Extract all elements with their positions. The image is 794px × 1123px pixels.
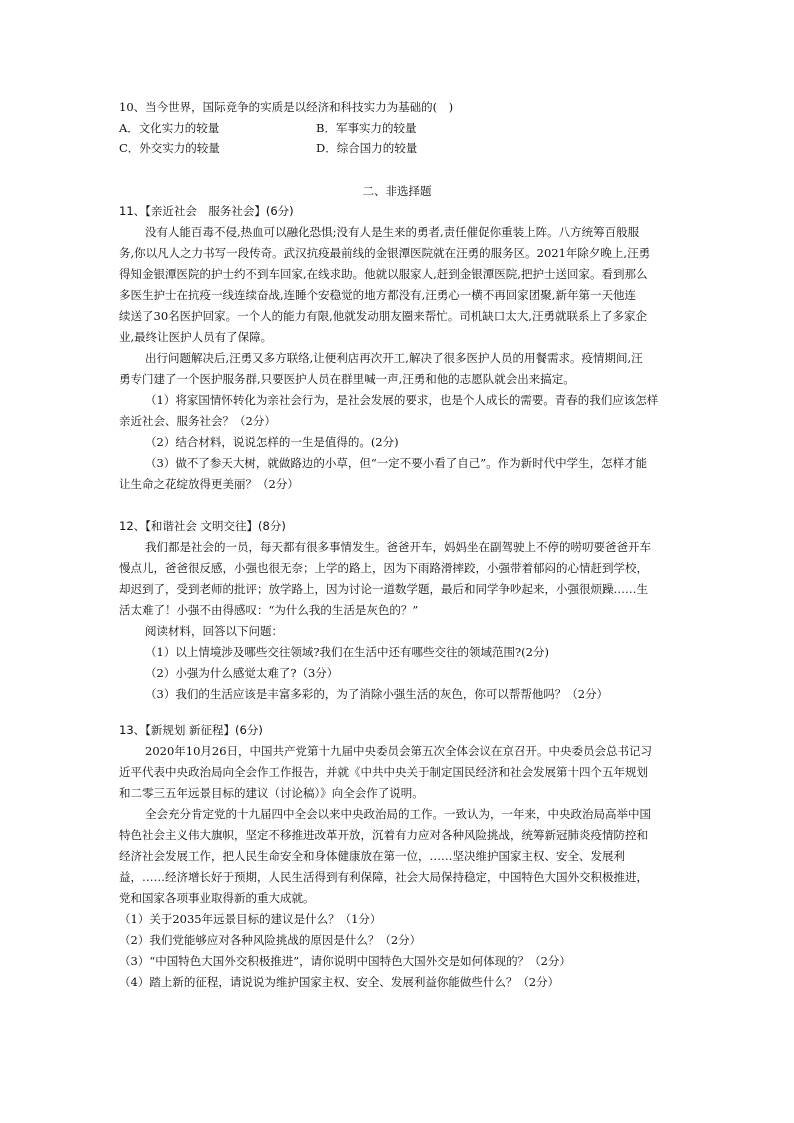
q11-title: 11、【亲近社会 服务社会】(6分): [119, 204, 294, 218]
q12-title: 12、【和谐社会 文明交往】(8分): [119, 519, 286, 533]
q13-subquestion: （2）我们党能够应对各种风险挑战的原因是什么？（2分）: [119, 933, 422, 947]
q12-subquestion: （2）小强为什么感觉太难了?（3分）: [145, 666, 339, 680]
q11-subquestion: 让生命之花绽放得更美丽？（2分）: [119, 477, 299, 491]
q12-line: 却迟到了，受到老师的批评；放学路上，因为讨论一道数学题，最后和同学争吵起来，小强很烦躁……生: [119, 582, 648, 596]
q10-stem: 10、当今世界，国际竞争的实质是以经济和科技实力为基础的( ): [119, 100, 454, 114]
q11-line: 出行问题解决后,汪勇又多方联络,让便利店再次开工,解决了很多医护人员的用餐需求。疫情期间,汪: [145, 351, 643, 365]
q11-line: 务,你以凡人之力书写一段传奇。武汉抗疫最前线的金银潭医院就在汪勇的服务区。2021年除夕晚上,汪勇: [119, 246, 651, 260]
q11-subquestion: 亲近社会、服务社会？（2分）: [119, 414, 276, 428]
q12-line: 阅读材料，回答以下问题：: [145, 624, 283, 638]
q13-line: 益，……经济增长好于预期，人民生活得到有利保障，社会大局保持稳定，中国特色大国外交积极推进，: [119, 870, 648, 884]
q10-option-a: A．文化实力的较量: [119, 121, 220, 135]
q12-subquestion: （1）以上情境涉及哪些交往领域?我们在生活中还有哪些交往的领域范围?(2分): [145, 645, 549, 659]
q13-title: 13、【新规划 新征程】(6分): [119, 723, 263, 737]
q13-subquestion: （4）踏上新的征程，请说说为维护国家主权、安全、发展利益你能做些什么？（2分）: [119, 975, 560, 989]
q11-line: 多医生护士在抗疫一线连续奋战,连睡个安稳觉的地方都没有,汪勇心一横不再回家团聚,新年第一天他连: [119, 288, 636, 302]
q13-line: 党和国家各项事业取得新的重大成就。: [119, 891, 315, 905]
section-title: 二、非选择题: [362, 184, 432, 198]
q13-line: 经济社会发展工作，把人民生命安全和身体健康放在第一位，……坚决维护国家主权、安全、发展利: [119, 849, 625, 863]
q11-line: 得知金银潭医院的护士约不到车回家,在线求助。他就以服家人,赶到金银潭医院,把护士送回家。看到那么: [119, 267, 648, 281]
q12-line: 慢点儿，爸爸很反感，小强也很无奈；上学的路上，因为下雨路滑摔跤，小强带着郁闷的心情赶到学校，: [119, 561, 648, 575]
q13-subquestion: （3）“中国特色大国外交积极推进”，请你说明中国特色大国外交是如何体现的？（2分）: [119, 954, 571, 968]
q13-line: 特色社会主义伟大旗帜，坚定不移推进改革开放，沉着有力应对各种风险挑战，统筹新冠肺炎疫情防控和: [119, 828, 648, 842]
q13-line: 近平代表中央政治局向全会作工作报告，并就《中共中央关于制定国民经济和社会发展第十四个五年规划: [119, 765, 648, 779]
q10-option-d: D．综合国力的较量: [316, 141, 418, 155]
q13-subquestion: （1）关于2035年远景目标的建议是什么？（1分）: [119, 912, 382, 926]
q13-line: 全会充分肯定党的十九届四中全会以来中央政治局的工作。一致认为，一年来，中央政治局高举中国: [145, 807, 651, 821]
q13-line: 和二零三五年远景目标的建议（讨论稿）》向全会作了说明。: [119, 786, 424, 800]
q10-option-c: C．外交实力的较量: [119, 141, 220, 155]
q10-option-b: B．军事实力的较量: [316, 121, 417, 135]
q11-line: 业,最终让医护人员有了保障。: [119, 330, 273, 344]
q11-subquestion: （3）做不了参天大树，就做路边的小草，但“一定不要小看了自己”。作为新时代中学生，怎样才能: [145, 456, 648, 470]
q12-subquestion: （3）我们的生活应该是丰富多彩的，为了消除小强生活的灰色，你可以帮帮他吗？（2分）: [145, 687, 609, 701]
q12-line: 活太难了！小强不由得感叹：“为什么我的生活是灰色的？”: [119, 603, 419, 617]
q11-subquestion: （1）将家国情怀转化为亲社会行为，是社会发展的要求，也是个人成长的需要。青春的我们应该怎样: [145, 393, 659, 407]
q11-line: 没有人能百毒不侵,热血可以融化恐惧;没有人是生来的勇者,责任催促你重装上阵。八方统筹百般服: [145, 225, 640, 239]
q13-line: 2020年10月26日，中国共产党第十九届中央委员会第五次全体会议在京召开。中央委员会总书记习: [145, 744, 653, 758]
q12-line: 我们都是社会的一员，每天都有很多事情发生。爸爸开车，妈妈坐在副驾驶上不停的唠叨要爸爸开车: [145, 540, 651, 554]
q11-line: 续送了30名医护回家。一个人的能力有限,他就发动朋友圈来帮忙。司机缺口太大,汪勇就联系上了多家企: [119, 309, 647, 323]
q11-line: 勇专门建了一个医护服务群,只要医护人员在群里喊一声,汪勇和他的志愿队就会出来搞定。: [119, 372, 575, 386]
q11-subquestion: （2）结合材料，说说怎样的一生是值得的。(2分): [145, 435, 399, 449]
